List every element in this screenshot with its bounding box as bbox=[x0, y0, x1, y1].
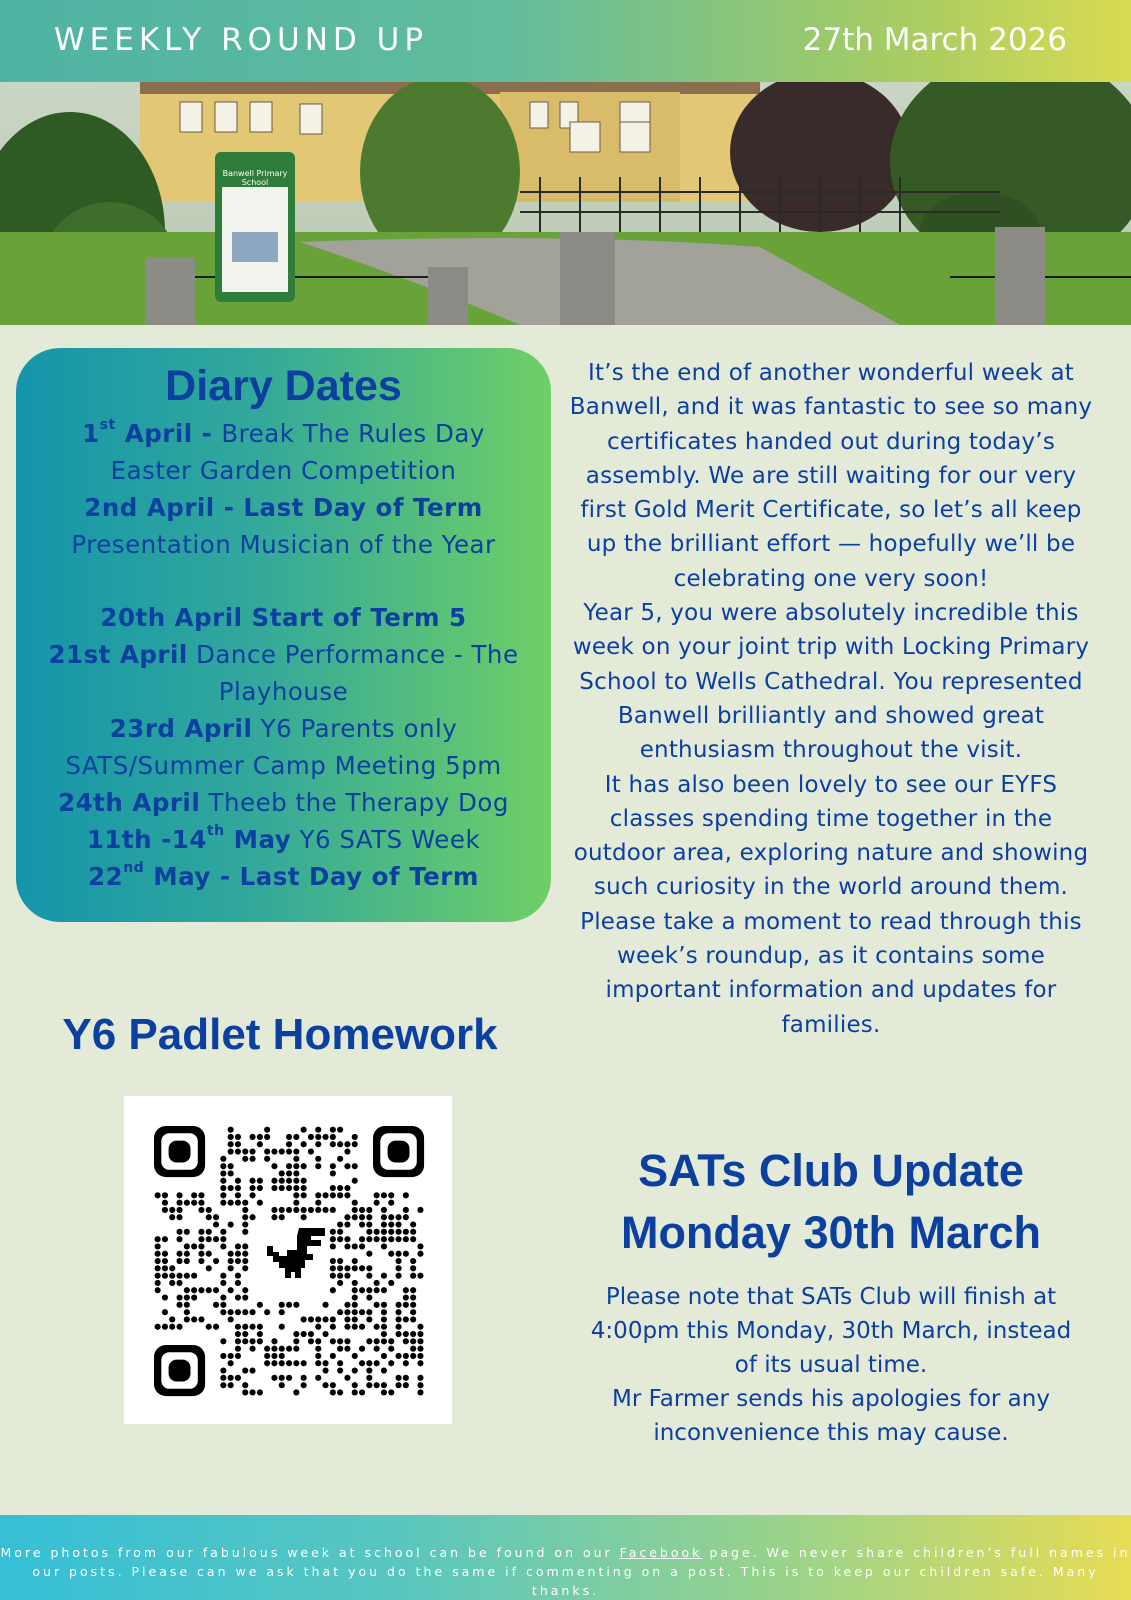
facebook-link[interactable]: Facebook bbox=[619, 1545, 703, 1560]
date-month: May - Last Day of Term bbox=[144, 862, 479, 891]
school-entrance-illustration bbox=[0, 82, 1131, 325]
newsletter-date: 27th March 2026 bbox=[802, 22, 1067, 58]
school-photo bbox=[0, 82, 1131, 325]
diary-dates-box bbox=[16, 348, 551, 922]
footer-text-end: page. We never share children’s full names in our posts. Please can we ask that you do the same if commenting on a post. This is to keep our children safe. Many thanks. bbox=[32, 1545, 1131, 1598]
diary-heading: Diary Dates bbox=[165, 362, 402, 410]
event-text: Y6 Parents only SATS/Summer Camp Meeting 5pm bbox=[65, 714, 502, 780]
diary-item bbox=[16, 784, 551, 821]
header-banner bbox=[0, 0, 1131, 82]
diary-item: Easter Garden Competition bbox=[110, 456, 457, 485]
sats-paragraph: Please note that SATs Club will finish at 4:00pm this Monday, 30th March, instead of its usual time. bbox=[590, 1284, 1072, 1378]
date-day: 22 bbox=[88, 862, 124, 891]
diary-item bbox=[16, 415, 551, 452]
intro-message bbox=[563, 356, 1099, 1042]
diary-item bbox=[16, 489, 551, 526]
diary-item bbox=[16, 858, 551, 895]
intro-paragraph: It’s the end of another wonderful week at Banwell, and it was fantastic to see so many certificates handed out during today’s assembly. We are still waiting for our very first Gold Merit Certificate, so let’s all keep up the brilliant effort — hopefully we’ll be celebrating one very soon! bbox=[569, 360, 1093, 592]
newsletter-title: WEEKLY ROUND UP bbox=[54, 22, 429, 58]
event-bold: 2nd April - Last Day of Term bbox=[84, 493, 483, 522]
padlet-heading: Y6 Padlet Homework bbox=[62, 1010, 498, 1059]
date-suffix: nd bbox=[123, 860, 145, 876]
event-bold: 24th April bbox=[58, 788, 201, 817]
sats-heading-line: SATs Club Update bbox=[638, 1145, 1024, 1196]
sign-text-2: School bbox=[241, 178, 269, 187]
date-suffix: st bbox=[99, 417, 116, 433]
date-month: May bbox=[224, 825, 292, 854]
intro-paragraph: Year 5, you were absolutely incredible this week on your joint trip with Locking Primary School to Wells Cathedral. You represented Banwell brilliantly and showed great enthusiasm throughout the visit. bbox=[572, 600, 1090, 764]
dinosaur-icon bbox=[267, 1228, 325, 1278]
diary-item bbox=[16, 599, 551, 636]
footer-banner bbox=[0, 1515, 1131, 1600]
footer-text bbox=[0, 1543, 1131, 1600]
qr-code-graphic bbox=[124, 1096, 452, 1424]
sats-heading-line: Monday 30th March bbox=[620, 1207, 1042, 1258]
padlet-qr-code[interactable] bbox=[124, 1096, 452, 1424]
diary-item bbox=[16, 636, 551, 710]
event-text: Y6 SATS Week bbox=[291, 825, 481, 854]
event-text: Break The Rules Day bbox=[221, 419, 485, 448]
sats-message bbox=[563, 1280, 1099, 1450]
event-text: Theeb the Therapy Dog bbox=[200, 788, 509, 817]
sats-heading bbox=[563, 1140, 1099, 1264]
event-bold: 20th April Start of Term 5 bbox=[100, 603, 467, 632]
date-day: 1 bbox=[82, 419, 100, 448]
event-bold: 21st April bbox=[48, 640, 188, 669]
date-month: April - bbox=[115, 419, 222, 448]
sats-paragraph: Mr Farmer sends his apologies for any inconvenience this may cause. bbox=[612, 1386, 1050, 1446]
diary-item bbox=[16, 821, 551, 858]
event-bold: 23rd April bbox=[109, 714, 253, 743]
date-suffix: th bbox=[206, 823, 225, 839]
footer-text-start: More photos from our fabulous week at school can be found on our bbox=[0, 1545, 620, 1560]
date-day: 11th -14 bbox=[86, 825, 207, 854]
event-text: Dance Performance - The Playhouse bbox=[187, 640, 519, 706]
intro-paragraph: Please take a moment to read through this week’s roundup, as it contains some important information and updates for families. bbox=[580, 908, 1082, 1038]
sign-text: Banwell Primary bbox=[222, 169, 288, 178]
diary-item: Presentation Musician of the Year bbox=[71, 530, 496, 559]
diary-item bbox=[16, 710, 551, 784]
intro-paragraph: It has also been lovely to see our EYFS classes spending time together in the outdoor area, exploring nature and showing such curiosity in the world around them. bbox=[573, 771, 1089, 901]
